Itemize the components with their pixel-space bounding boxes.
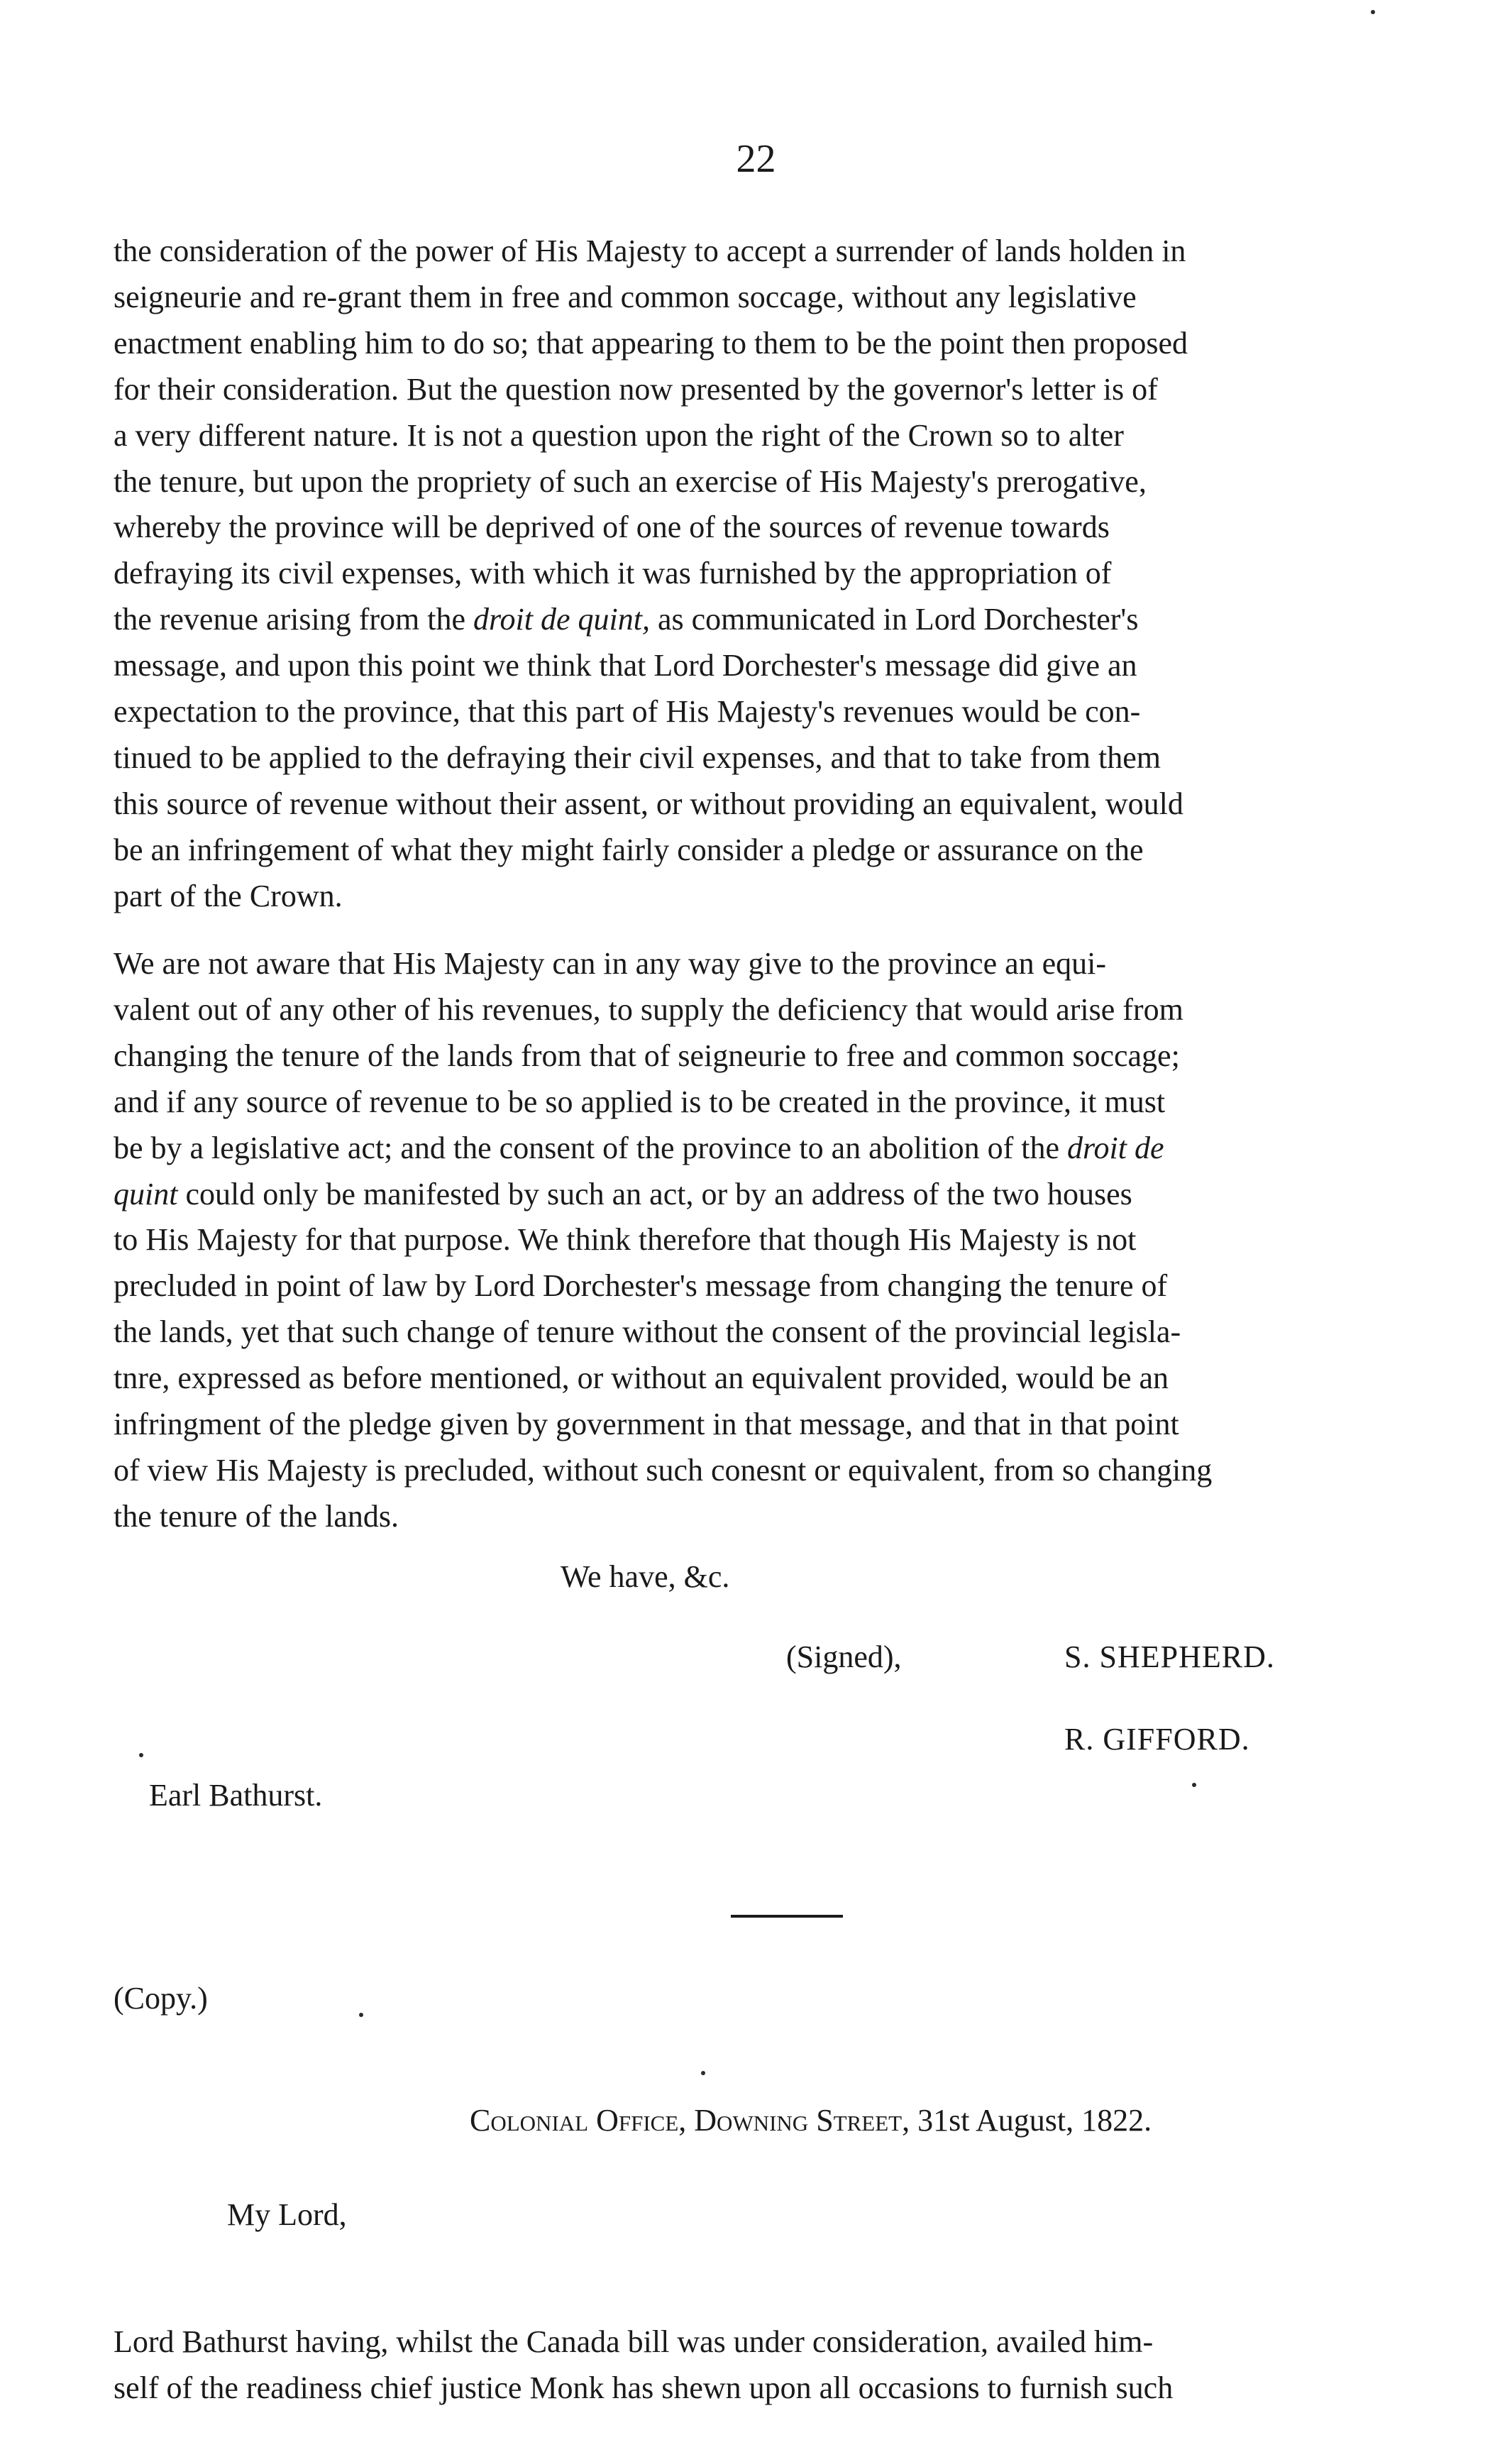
letter-date: 31st August, 1822. bbox=[910, 2103, 1152, 2138]
text-line: the consideration of the power of His Majesty to accept a surrender of lands holden in bbox=[114, 233, 1186, 268]
text-line: enactment enabling him to do so; that appearing to them to be the point then proposed bbox=[114, 325, 1188, 361]
text-line: tinued to be applied to the defraying their civil expenses, and that to take from them bbox=[114, 740, 1161, 775]
text-segment: could only be manifested by such an act, or by an address of the two houses bbox=[177, 1176, 1132, 1211]
signed-label: (Signed), bbox=[786, 1639, 902, 1674]
letter-header bbox=[470, 2102, 1152, 2140]
text-line: this source of revenue without their assent, or without providing an equivalent, would bbox=[114, 786, 1183, 821]
scan-speck bbox=[1371, 10, 1375, 14]
section-divider bbox=[731, 1915, 843, 1918]
text-line: part of the Crown. bbox=[114, 878, 343, 913]
scan-speck bbox=[701, 2071, 705, 2075]
addressee: Earl Bathurst. bbox=[149, 1778, 323, 1813]
text-line: to His Majesty for that purpose. We think therefore that though His Majesty is not bbox=[114, 1222, 1137, 1258]
text-line bbox=[114, 597, 1470, 643]
opinion-paragraph-2 bbox=[114, 941, 1470, 1540]
text-line: message, and upon this point we think that Lord Dorchester's message did give an bbox=[114, 648, 1137, 683]
opinion-paragraph-1 bbox=[114, 229, 1470, 920]
text-line: the tenure of the lands. bbox=[114, 1498, 399, 1534]
signatory-gifford: R. GIFFORD. bbox=[1064, 1722, 1250, 1757]
italic-term-droit-de: droit de bbox=[1067, 1130, 1164, 1165]
text-line: whereby the province will be deprived of one of the sources of revenue towards bbox=[114, 510, 1110, 545]
text-line: We are not aware that His Majesty can in any way give to the province an equi- bbox=[114, 946, 1107, 981]
text-line: of view His Majesty is precluded, without such conesnt or equivalent, from so changing bbox=[114, 1452, 1213, 1488]
text-line: the lands, yet that such change of tenure without the consent of the provincial legisla- bbox=[114, 1314, 1181, 1350]
salutation: My Lord, bbox=[227, 2197, 347, 2232]
page-number: 22 bbox=[736, 137, 776, 181]
text-line: be an infringement of what they might fairly consider a pledge or assurance on the bbox=[114, 832, 1144, 867]
letter-office: Colonial Office, Downing Street, bbox=[470, 2103, 910, 2138]
text-line: expectation to the province, that this part of His Majesty's revenues would be con- bbox=[114, 694, 1141, 730]
signatory-shepherd: S. SHEPHERD. bbox=[1064, 1639, 1275, 1674]
closing-we-have: We have, &c. bbox=[561, 1559, 730, 1594]
scan-speck bbox=[359, 2013, 363, 2017]
text-line: self of the readiness chief justice Monk has shewn upon all occasions to furnish such bbox=[114, 2370, 1174, 2405]
text-line: Lord Bathurst having, whilst the Canada bill was under consideration, availed him- bbox=[114, 2324, 1154, 2359]
text-line: and if any source of revenue to be so applied is to be created in the province, it must bbox=[114, 1084, 1166, 1119]
text-line: tnre, expressed as before mentioned, or without an equivalent provided, would be an bbox=[114, 1361, 1169, 1396]
letter-body bbox=[114, 2319, 1470, 2412]
scan-speck bbox=[139, 1753, 143, 1757]
italic-term-quint: quint bbox=[114, 1176, 178, 1211]
text-line: precluded in point of law by Lord Dorchester's message from changing the tenure of bbox=[114, 1268, 1168, 1304]
text-line: valent out of any other of his revenues, to supply the deficiency that would arise from bbox=[114, 991, 1183, 1027]
text-line: infringment of the pledge given by government in that message, and that in that point bbox=[114, 1407, 1179, 1442]
text-segment: the revenue arising from the bbox=[114, 602, 474, 637]
copy-label: (Copy.) bbox=[114, 1981, 208, 2016]
text-line: seigneurie and re-grant them in free and common soccage, without any legislative bbox=[114, 279, 1137, 314]
text-line bbox=[114, 1126, 1470, 1172]
text-line: the tenure, but upon the propriety of such an exercise of His Majesty's prerogative, bbox=[114, 463, 1147, 499]
text-line: a very different nature. It is not a question upon the right of the Crown so to alter bbox=[114, 417, 1124, 453]
text-line: defraying its civil expenses, with which it was furnished by the appropriation of bbox=[114, 556, 1112, 591]
italic-term-droit-de-quint: droit de quint, bbox=[473, 602, 650, 637]
text-segment: as communicated in Lord Dorchester's bbox=[649, 602, 1139, 637]
text-line bbox=[114, 1172, 1470, 1218]
text-line: for their consideration. But the question now presented by the governor's letter is of bbox=[114, 371, 1158, 407]
text-segment: be by a legislative act; and the consent of the province to an abolition of the bbox=[114, 1130, 1068, 1165]
scan-speck bbox=[1192, 1783, 1196, 1787]
text-line: changing the tenure of the lands from that of seigneurie to free and common soccage; bbox=[114, 1038, 1180, 1073]
